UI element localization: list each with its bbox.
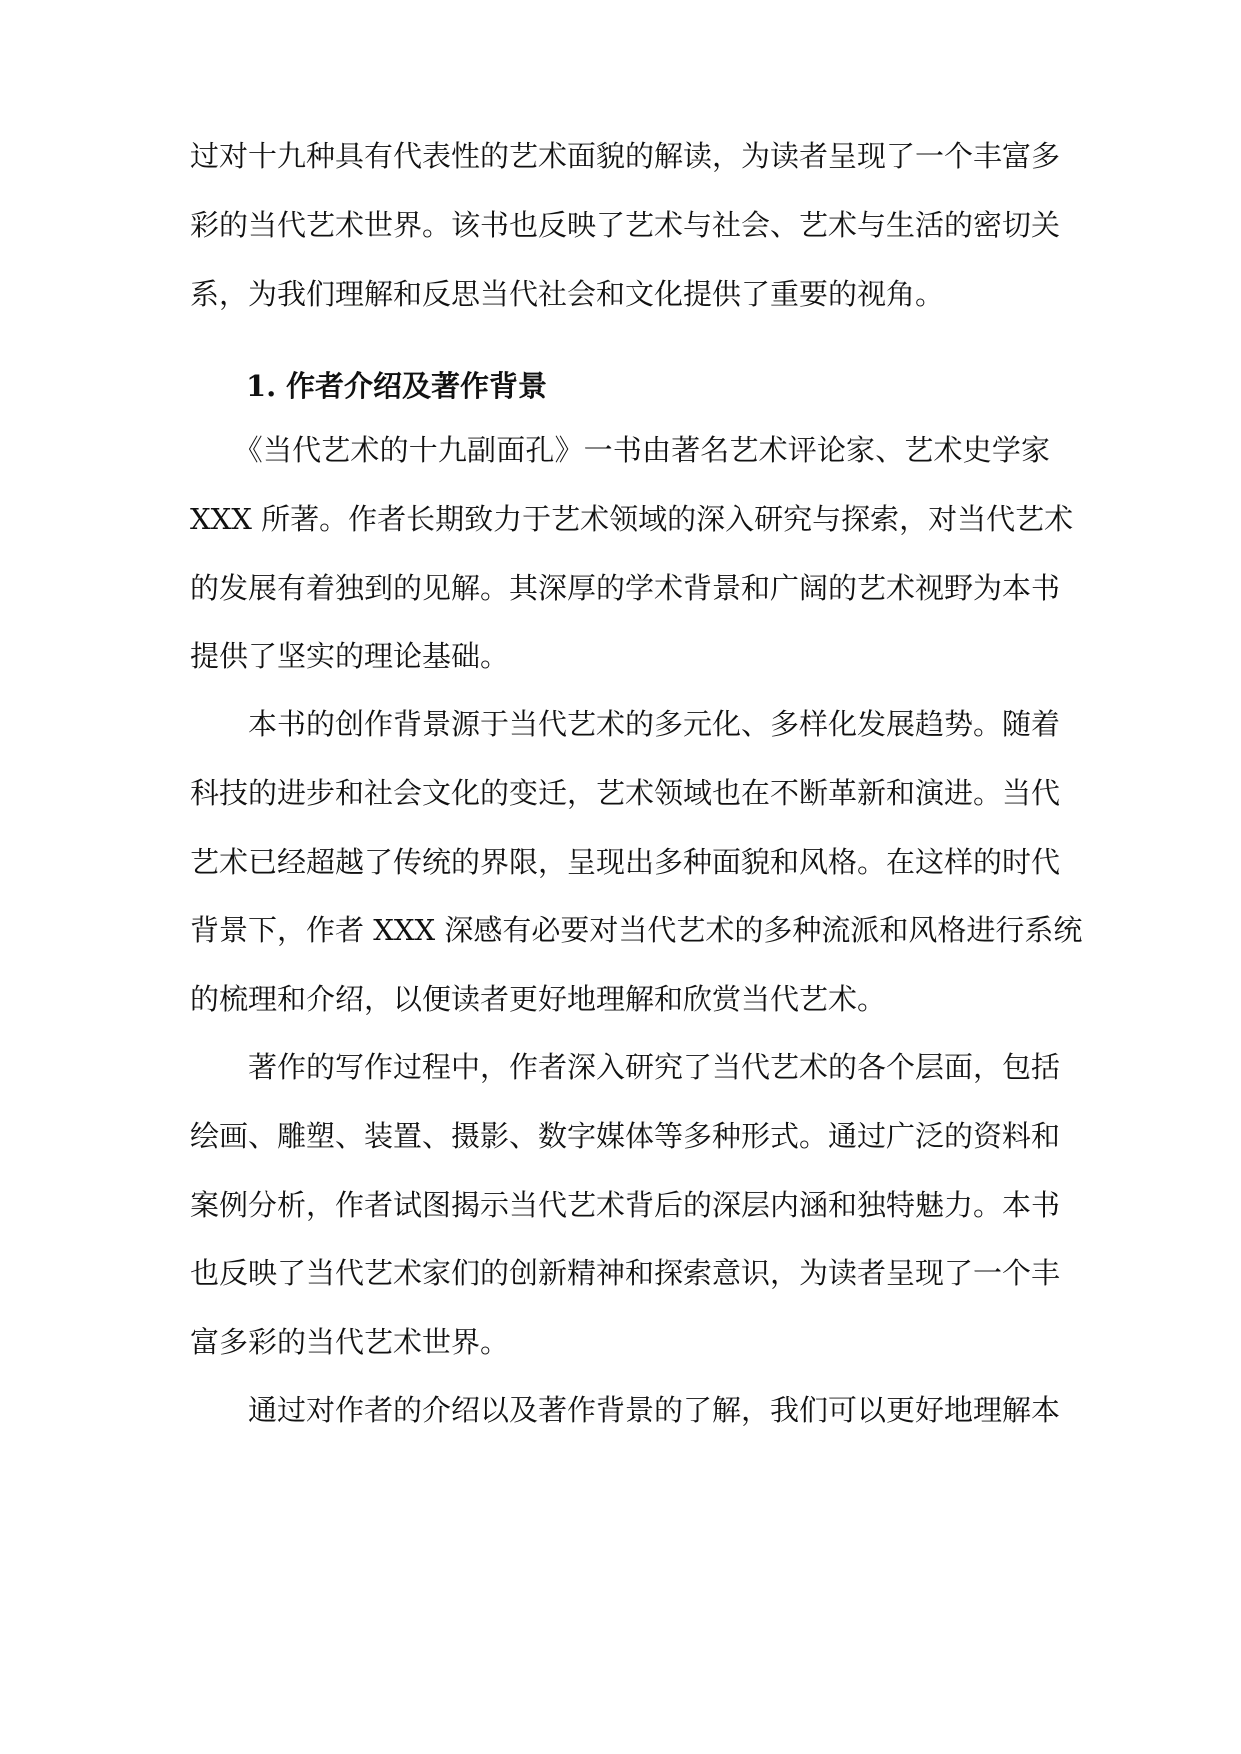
- section-heading: [246, 366, 547, 406]
- text-line: XXX 所著。作者长期致力于艺术领域的深入研究与探索，对当代艺术: [190, 502, 1074, 536]
- section-title: 作者介绍及著作背景: [286, 369, 548, 403]
- text-line: 著作的写作过程中，作者深入研究了当代艺术的各个层面，包括: [190, 1050, 1061, 1084]
- text-line: 本书的创作背景源于当代艺术的多元化、多样化发展趋势。随着: [190, 707, 1061, 741]
- text-line: 通过对作者的介绍以及著作背景的了解，我们可以更好地理解本: [190, 1393, 1061, 1427]
- text-line: 彩的当代艺术世界。该书也反映了艺术与社会、艺术与生活的密切关: [190, 208, 1061, 242]
- text-line: 《当代艺术的十九副面孔》一书由著名艺术评论家、艺术史学家: [190, 433, 1050, 467]
- text-line: 富多彩的当代艺术世界。: [190, 1325, 510, 1359]
- text-line: 的发展有着独到的见解。其深厚的学术背景和广阔的艺术视野为本书: [190, 571, 1061, 605]
- text-line: 艺术已经超越了传统的界限，呈现出多种面貌和风格。在这样的时代: [190, 845, 1061, 879]
- text-line: 的梳理和介绍，以便读者更好地理解和欣赏当代艺术。: [190, 982, 887, 1016]
- text-line: 绘画、雕塑、装置、摄影、数字媒体等多种形式。通过广泛的资料和: [190, 1119, 1061, 1153]
- section-number: 1.: [246, 369, 277, 403]
- text-line: 过对十九种具有代表性的艺术面貌的解读，为读者呈现了一个丰富多: [190, 139, 1061, 173]
- text-line: 也反映了当代艺术家们的创新精神和探索意识，为读者呈现了一个丰: [190, 1256, 1061, 1290]
- text-line: 科技的进步和社会文化的变迁，艺术领域也在不断革新和演进。当代: [190, 776, 1061, 810]
- text-line: 背景下，作者 XXX 深感有必要对当代艺术的多种流派和风格进行系统: [190, 913, 1083, 947]
- text-line: 系，为我们理解和反思当代社会和文化提供了重要的视角。: [190, 277, 945, 311]
- text-line: 案例分析，作者试图揭示当代艺术背后的深层内涵和独特魅力。本书: [190, 1188, 1061, 1222]
- text-line: 提供了坚实的理论基础。: [190, 639, 510, 673]
